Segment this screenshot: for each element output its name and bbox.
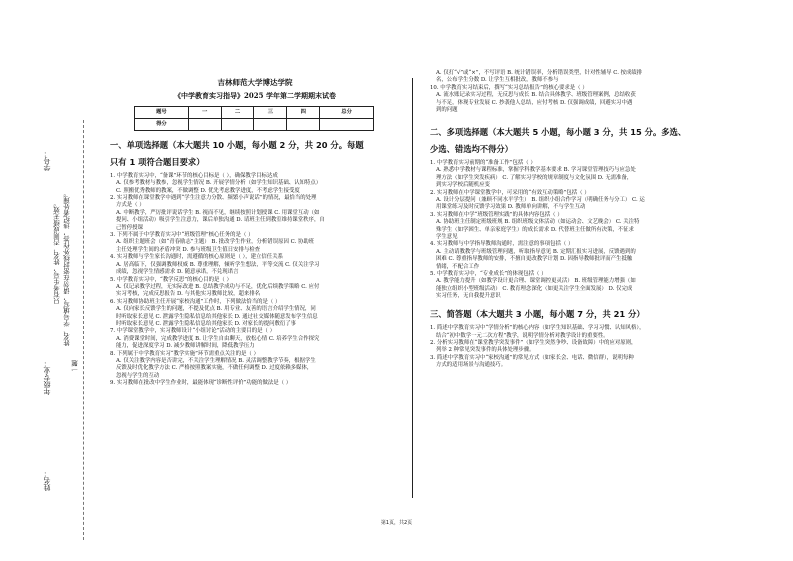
question-option-line: 情绪，不配合工作 (436, 263, 480, 270)
score-input-cell[interactable] (287, 118, 320, 130)
question-option-line: A. 消费课堂时间，完成教学进度 B. 让学生自由聊天，放松心情 C. 培养学生合作探究 (116, 335, 320, 342)
question-option-line: A. 仅记录教学过程，无实际改进 B. 总结教学成功与不足，优化后续教学策略 C. 应付 (116, 283, 320, 290)
score-cell: 一 (188, 106, 221, 118)
question-option-line: 理方法（如学生突发疾病） C. 了解实习学校的规章制度与文化氛围 D. 无需准备， (436, 174, 633, 181)
question-option-line: 成绩，忽视学生情感需求 D. 随意承诺，不兑现诺言 (116, 269, 239, 276)
question-option-line: 主任处理学生间的矛盾冲突 D. 参与班级卫生值日安排与检查 (116, 246, 261, 253)
short-answer-question-line: 列举 2 种常见突发事件的具体处理步骤。 (436, 347, 535, 354)
question-stem: 2. 实习教师在中学课堂教学中，可采用的“有效互动策略”包括（ ） (430, 189, 590, 196)
grade-major-label: 年级专业： (43, 360, 51, 395)
score-cell: 题号 (135, 106, 189, 118)
question-option-line: 名，公布学生分数 D. 让学生互相批改，教师不参与 (436, 77, 559, 84)
question-option-line: 忽视与学生的互动 (116, 372, 160, 379)
question-option-line: 时听取家长意见 C. 泄露学生隐私信息给其他家长 D. 通过社交媒体随意发布学生信息 (116, 313, 318, 320)
question-stem: 9. 实习教师在批改中学生作业时，最能体现“诊断性评价”功能的做法是（ ） (110, 380, 292, 387)
score-table (134, 106, 374, 131)
section1-heading (110, 137, 400, 171)
short-answer-question-line: 2. 分析实习教师在“课堂教学突发事件”（如学生突然争吵、设备故障）中的应对原则， (430, 339, 637, 346)
section2-heading-line2: 少选、错选均不得分） (430, 143, 513, 154)
question-option-line: 时听取家长意见 C. 泄露学生隐私信息给其他家长 D. 对家长的提问敷衍了事 (116, 320, 297, 327)
question-stem: 7. 中学课堂教学中，实习教师设计“小组讨论”活动的主要目的是（ ） (110, 328, 276, 335)
question-option-line: C. 照搬优秀教师的教案，不做调整 D. 优先考虑教学进度，不考虑学生接受度 (116, 187, 300, 194)
section3-heading: 三、简答题（本大题共 3 小题，每小题 7 分，共 21 分） (430, 309, 645, 320)
score-row-label: 得分 (135, 118, 189, 130)
question-option-line: A. 流水账记录实习过程，无反思与成长 B. 结合具体教学、班级管理案例，总结收获 (436, 92, 636, 99)
seal-cut-line (83, 120, 84, 540)
question-option-line: 方式是（ ） (116, 202, 145, 209)
binding-instruction-line-3: 一题 (71, 360, 79, 373)
question-option-line: A. 组织主题班会（如“青春励志”主题） B. 批改学生作业，分析错误原因 C. 协助班 (116, 239, 315, 246)
section1-heading-line2: 只有 1 项符合题目要求） (110, 156, 205, 167)
question-option-line: A. 仅关注教学内容是否讲完，不关注学生理解情况 B. 灵活调整教学节奏，根据学生 (116, 357, 316, 364)
section3-questions (430, 325, 720, 369)
short-answer-question-line: 方式的适用场景与沟通技巧。 (436, 362, 507, 369)
short-answer-question-line: 3. 简述中学教育实习中“家校沟通”的常见方式（如家长会、电话、微信群），说明每种 (430, 354, 634, 361)
question-option-line: A. 教学能力提升（如教学设计更合理、课堂调控更灵活） B. 班级管理能力增强（如 (436, 278, 636, 285)
score-input-cell[interactable] (188, 118, 221, 130)
question-option-line: 提问、小组活动）吸引学生注意力，课后单独沟通 D. 请班主任到教室维持课堂秩序，自 (116, 217, 325, 224)
question-option-line: 到实习学校后随机应变 (436, 182, 490, 189)
exam-title: 《中学教育实习指导》2025 学年第二学期期末试卷 (174, 90, 336, 100)
score-input-cell[interactable] (221, 118, 254, 130)
question-option-line: 己暂停授课 (116, 224, 143, 231)
question-stem: 4. 实习教师与中学指导教师沟通时，需注意的事项包括（ ） (430, 241, 574, 248)
question-option-line: 殊学生（如学困生、单亲家庭学生）的成长需求 D. 代替班主任做所有决策，不征求 (436, 226, 634, 233)
question-option-line: 实习考核，完成反思报告 D. 与其他实习教师比较，超来排名 (116, 291, 261, 298)
question-10-options (430, 92, 720, 114)
question-stem: 1. 中学教育实习前期的“准备工作”包括（ ） (430, 159, 536, 166)
question-stem: 4. 实习教师与学生家长沟通时，需遵循的核心原则是（ ），建立信任关系 (110, 254, 283, 261)
question-option-line: 到的问题 (436, 107, 458, 114)
section2-questions (430, 160, 720, 300)
question-option-line: A. 主动请教教学与班级管理问题，听取指导意见 B. 定期汇报实习进展，反馈遇到的 (436, 248, 636, 255)
question-stem: 2. 实习教师在课堂教学中遇到“学生注意力分散、频繁小声说话”的情况，最恰当的处理 (110, 195, 317, 202)
question-option-line: 学生意见 (436, 234, 458, 240)
question-option-line: 困难 C. 尊重指导教师的安排，不擅自更改教学计划 D. 因指导教师批评而产生抵触 (436, 256, 633, 263)
question-option-line: A. 设计分层提问（兼顾不同水平学生） B. 组织小组合作学习（明确任务与分工） C. 运 (436, 196, 645, 203)
question-stem: 1. 中学教育实习中，“备课”环节的核心目标是（ ），确保教学目标达成 (110, 172, 278, 179)
question-option-line: 能独立组织小型班级活动） C. 教育理念深化（如更关注学生全面发展） D. 仅完成 (436, 285, 633, 292)
question-option-line: A. 仅打“√”或“×”，不写评语 B. 统计错误率，分析错误类型，针对性辅导 C. 按成绩排 (436, 70, 643, 76)
score-cell: 四 (287, 106, 320, 118)
question-option-line: 反馈及时优化教学方法 C. 严格按照教案实施，不做任何调整 D. 过度依赖多媒体， (116, 365, 313, 372)
question-option-line: A. 协助班主任制定班级班规 B. 组织班级文体活动（如运动会、文艺晚会） C. 关注特 (436, 219, 640, 226)
student-id-label: 学号： (43, 150, 51, 171)
binding-instruction-line-4: 只有考生号，姓名，否则成绩无效。 (53, 200, 61, 304)
name-label: 姓名： (43, 470, 51, 491)
page-footer: 第1页，共2页 (380, 520, 413, 526)
question-9-options (430, 70, 720, 84)
question-option-line: A. 仅参考教材与教参，忽视学生情况 B. 开展学情分析（如学生知识基础、认知特点） (116, 180, 322, 187)
question-option-line: A. 中断教学，严厉批评说话学生 B. 视而不见，继续按照计划授课 C. 用课堂互动（如 (116, 209, 320, 216)
question-option-line: 实习任务，无自我提升意识 (436, 293, 501, 300)
binding-margin (0, 0, 100, 561)
question-option-line: 用课堂练习及时反馈学习效果 D. 教师单向讲解，不与学生互动 (436, 204, 586, 211)
right-column (430, 70, 720, 370)
score-cell: 三 (254, 106, 287, 118)
score-input-cell[interactable] (320, 118, 374, 130)
question-option-line: A. 居高临下，仅强调教师权威 B. 尊重理解，倾听学生想法，平等交流 C. 仅关注学习 (116, 261, 320, 268)
question-option-line: 与不足，体现专业发展 C. 抄袭他人总结，应付考核 D. 仅强调成绩，回避实习中遇 (436, 99, 633, 106)
question-stem: 3. 下列不属于中学教育实习中“班级管理”核心任务的是（ ） (110, 232, 254, 239)
score-cell: 总分 (320, 106, 374, 118)
binding-instruction-line-2: 姓名、学号填写，请勿在密封线外作答，违纪者处理。 (63, 190, 71, 346)
question-stem: 6. 实习教师协助班主任开展“家校沟通”工作时，下列做法恰当的是（ ） (110, 298, 281, 305)
question-option-line: A. 熟悉中学教材与课程标准，掌握学科教学基本要求 B. 学习课堂管理技巧与应急处 (436, 167, 636, 174)
question-stem: 5. 中学教育实习中，“专业成长”的体现包括（ ） (430, 271, 547, 278)
section1-questions (110, 173, 400, 387)
score-cell: 二 (221, 106, 254, 118)
section2-heading-line1: 二、多项选择题（本大题共 5 小题，每小题 3 分，共 15 分。多选、 (430, 126, 687, 137)
school-name: 吉林师范大学博达学院 (217, 78, 293, 87)
question-option-line: 能力，促进深度学习 D. 减少教师讲解时间，降低教学压力 (116, 343, 255, 350)
section2-heading (430, 124, 720, 158)
short-answer-question-line: 结合“初中数学一元二次方程”教学，说明学情分析对教学设计的重要性。 (436, 332, 609, 339)
question-option-line: A. 仅向家长反馈学生的问题，不提及优点 B. 用专业、友善的语言介绍学生情况，同 (116, 306, 316, 313)
score-table-header-row (135, 106, 374, 118)
question-stem: 8. 下列属于中学教育实习“教学实施”环节需重点关注的是（ ） (110, 350, 259, 357)
score-input-cell[interactable] (254, 118, 287, 130)
question-stem: 3. 实习教师在中学“班级管理实践”的具体内容包括（ ） (430, 211, 563, 218)
left-column (110, 70, 400, 388)
score-table-score-row (135, 118, 374, 130)
section1-heading-line1: 一、单项选择题（本大题共 10 小题，每小题 2 分，共 20 分。每题 (110, 139, 364, 150)
question-stem: 5. 中学教育实习中，“教学反思”的核心目的是（ ） (110, 276, 232, 283)
column-divider (412, 78, 413, 498)
short-answer-question-line: 1. 简述中学教育实习中“学情分析”的核心内容（如学生知识基础、学习习惯、认知风格）， (430, 325, 645, 332)
question-10-stem: 10. 中学教育实习结束后，撰写“实习总结报告”的核心要求是（ ） (430, 84, 588, 91)
